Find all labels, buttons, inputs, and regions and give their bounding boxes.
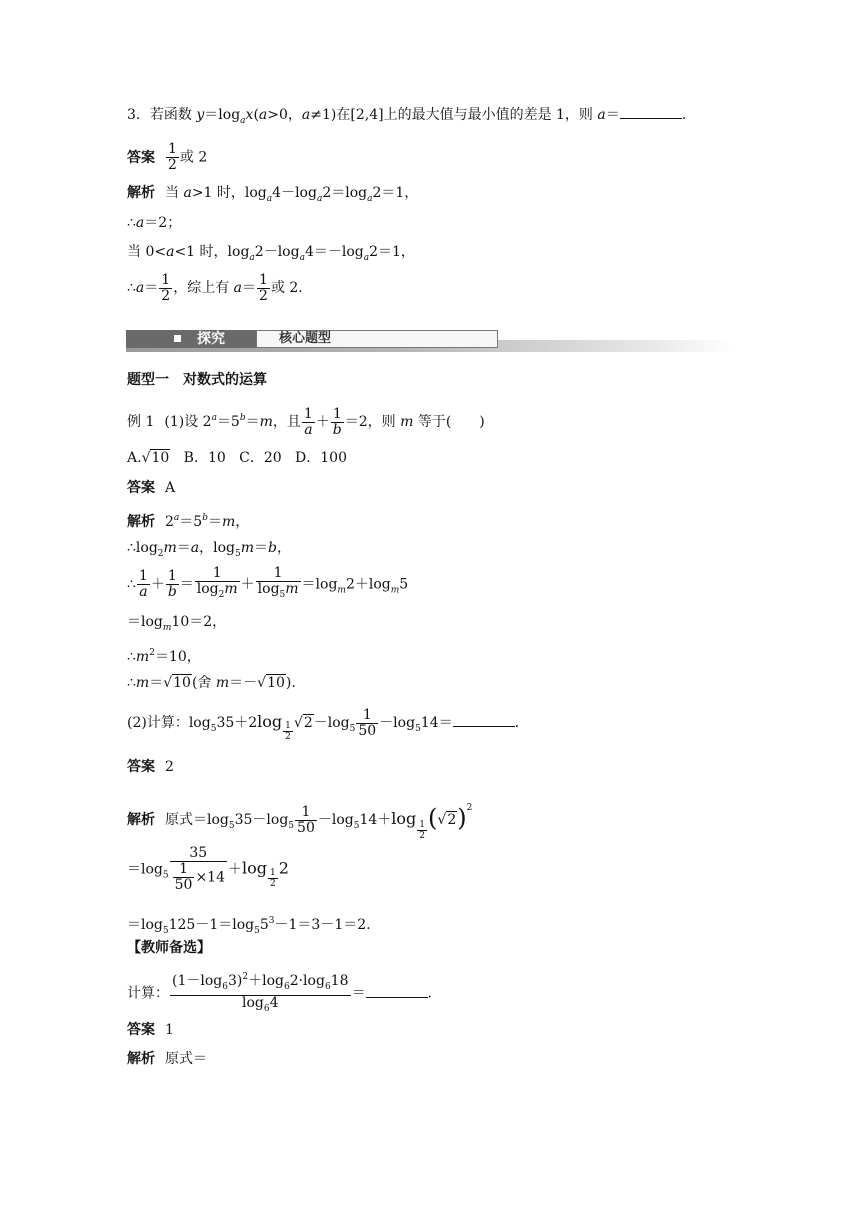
sqrt-icon: √ bbox=[293, 715, 303, 731]
option-a-value: 10 bbox=[151, 450, 170, 466]
answer-label: 答案 bbox=[127, 149, 155, 166]
answer-4 bbox=[127, 1020, 174, 1040]
solution-1-line-2: $\therefore\log_2m=a$，$\log_5m=b$， bbox=[127, 540, 292, 559]
answer-2 bbox=[127, 757, 174, 777]
question-text: ≠1)在[2,4]上的最大值与最小值的差是 1，则 bbox=[310, 107, 598, 123]
solution-2-line-3: $=\log_5125-1=\log_55^3-1=3-1=2$. bbox=[127, 916, 371, 936]
fraction: $\frac{1}{a}$ bbox=[138, 568, 148, 600]
answer-label: 答案 bbox=[127, 759, 155, 775]
solution-1-line-4: $=\log_m10=2$， bbox=[127, 614, 227, 633]
answer-value: A bbox=[165, 480, 176, 496]
fraction: $\frac{1}{\log_5m}$ bbox=[257, 565, 299, 600]
option-b: B．10 bbox=[183, 450, 226, 466]
solution-1-line-5: $\therefore m^2=10$， bbox=[127, 648, 201, 665]
teacher-calc-question: 计算： $\frac{(1-\log_63)^2+\log_62\cdot\log_618}{\log_64}$ ＝ . bbox=[127, 970, 432, 1017]
solution-3-line-2: ∴a＝2； bbox=[127, 215, 182, 231]
banner-dark-tab: 探究 bbox=[126, 330, 256, 348]
sqrt-icon: √ bbox=[141, 450, 151, 466]
answer-blank bbox=[366, 983, 428, 998]
solution-3-line-4: ∴a＝ $\frac{1}{2}$ ，综上有 a＝ $\frac{1}{2}$ 或 2. bbox=[127, 271, 303, 304]
solution-1-line-6: ∴m＝√10(舍 m＝－√10). bbox=[127, 675, 296, 691]
fraction: $\frac{1}{2}$ bbox=[259, 271, 268, 304]
solution-label: 解析 bbox=[127, 812, 155, 828]
fraction: $\frac{1}{50}$ bbox=[174, 861, 193, 893]
banner-light-tab: 核心题型 bbox=[256, 330, 498, 348]
question-text: ( bbox=[253, 107, 259, 123]
solution-label: 解析 bbox=[127, 1051, 155, 1067]
fraction: $\frac{1}{50}$ bbox=[297, 803, 315, 836]
option-a-label: A. bbox=[127, 450, 142, 466]
teacher-backup-label: 【教师备选】 bbox=[127, 940, 211, 956]
log-base-fraction: $\frac{1}{2}$ bbox=[269, 867, 276, 889]
section-heading: 题型一 对数式的运算 bbox=[127, 372, 267, 388]
var-x: x bbox=[245, 107, 254, 123]
answer-value: 或 2 bbox=[179, 149, 208, 166]
solution-4: 解析 原式＝ bbox=[127, 1051, 207, 1067]
answer-value: 1 bbox=[165, 1022, 174, 1038]
answer-blank bbox=[620, 104, 682, 119]
sqrt-icon: √ bbox=[437, 812, 447, 828]
answer-blank bbox=[453, 712, 515, 727]
question-text: ＝log bbox=[204, 107, 241, 123]
example-label: 例 1 bbox=[127, 414, 155, 430]
var-y: y bbox=[196, 107, 205, 123]
fraction: $\frac{1}{\log_2m}$ bbox=[196, 565, 238, 600]
fraction: $\frac{1}{a}$ bbox=[303, 405, 313, 438]
solution-3-line-1: 解析 当 a>1 时，$\log_a4-\log_a2=\log_a2=1$， bbox=[127, 185, 419, 204]
fraction: $\frac{1}{50}$ bbox=[358, 706, 377, 739]
solution-2-line-1: 解析 原式$=\log_535-\log_5$ $\frac{1}{50}$ $-\log_514+\log$ $\frac{1}{2}$ $(√2)^2$ bbox=[127, 803, 473, 841]
sqrt-icon: √ bbox=[163, 675, 173, 691]
question-3 bbox=[127, 104, 686, 131]
fraction: $\frac{1}{b}$ bbox=[332, 405, 342, 438]
sqrt-icon: √ bbox=[257, 675, 267, 691]
example-1-question: 例 1 (1)设 $2^a=5^b=m$，且 $\frac{1}{a}+$ $\frac{1}{b}=2$，则 m 等于( ) bbox=[127, 405, 485, 438]
log-base-fraction: $\frac{1}{2}$ bbox=[419, 820, 426, 841]
fraction: $\frac{1}{2}$ bbox=[161, 271, 171, 304]
section-banner bbox=[126, 330, 734, 352]
question-text: >0， bbox=[267, 107, 302, 123]
option-c: C．20 bbox=[239, 450, 282, 466]
log-base: a bbox=[240, 116, 246, 126]
solution-label: 解析 bbox=[127, 185, 155, 201]
solution-3-line-3: 当 0<a<1 时，$\log_a2-\log_a4=-\log_a2=1$， bbox=[127, 244, 415, 263]
fraction: $\frac{(1-\log_63)^2+\log_62\cdot\log_618}{\log_64}$ bbox=[172, 972, 349, 1014]
option-d: D．100 bbox=[295, 450, 347, 466]
answer-value: 2 bbox=[165, 759, 174, 775]
fraction: $\frac{1}{b}$ bbox=[167, 568, 177, 600]
example-1-options bbox=[127, 448, 347, 468]
fraction: $\frac{1}{2}$ bbox=[168, 141, 177, 173]
solution-2-line-2: $=\log_5$ 35 $\frac{1}{50}$ ×14 ＋log $\frac{1}{2}$ 2 bbox=[127, 845, 289, 893]
solution-1-line-3: ∴ $\frac{1}{a}+$ $\frac{1}{b}=$ $\frac{1}{\log_2m}$ ＋ $\frac{1}{\log_5m}$ $=\log_m2+\log_m5$ bbox=[127, 566, 408, 609]
square-bullet-icon bbox=[174, 335, 181, 342]
answer-label: 答案 bbox=[127, 1022, 155, 1038]
log-base-fraction: $\frac{1}{2}$ bbox=[285, 721, 291, 742]
answer-1 bbox=[127, 478, 175, 498]
answer-3 bbox=[127, 142, 207, 173]
var-a: a bbox=[258, 107, 268, 123]
answer-label: 答案 bbox=[127, 480, 155, 496]
question-text: ＝ bbox=[605, 107, 620, 123]
solution-label: 解析 bbox=[127, 514, 155, 530]
example-1-part-2: (2)计算：$\log_535+2\log$ $\frac{1}{2}$ $√2-\log_5$ $\frac{1}{50}$ $-\log_514=$ . bbox=[127, 706, 520, 742]
solution-1-line-1: 解析 $2^a=5^b=m$， bbox=[127, 513, 250, 530]
var-a: a bbox=[301, 107, 311, 123]
var-a: a bbox=[597, 107, 606, 123]
question-text: 若函数 bbox=[149, 107, 197, 123]
fraction: 35 $\frac{1}{50}$ ×14 bbox=[170, 846, 227, 893]
question-number: 3． bbox=[127, 107, 150, 123]
question-text: . bbox=[681, 107, 687, 123]
